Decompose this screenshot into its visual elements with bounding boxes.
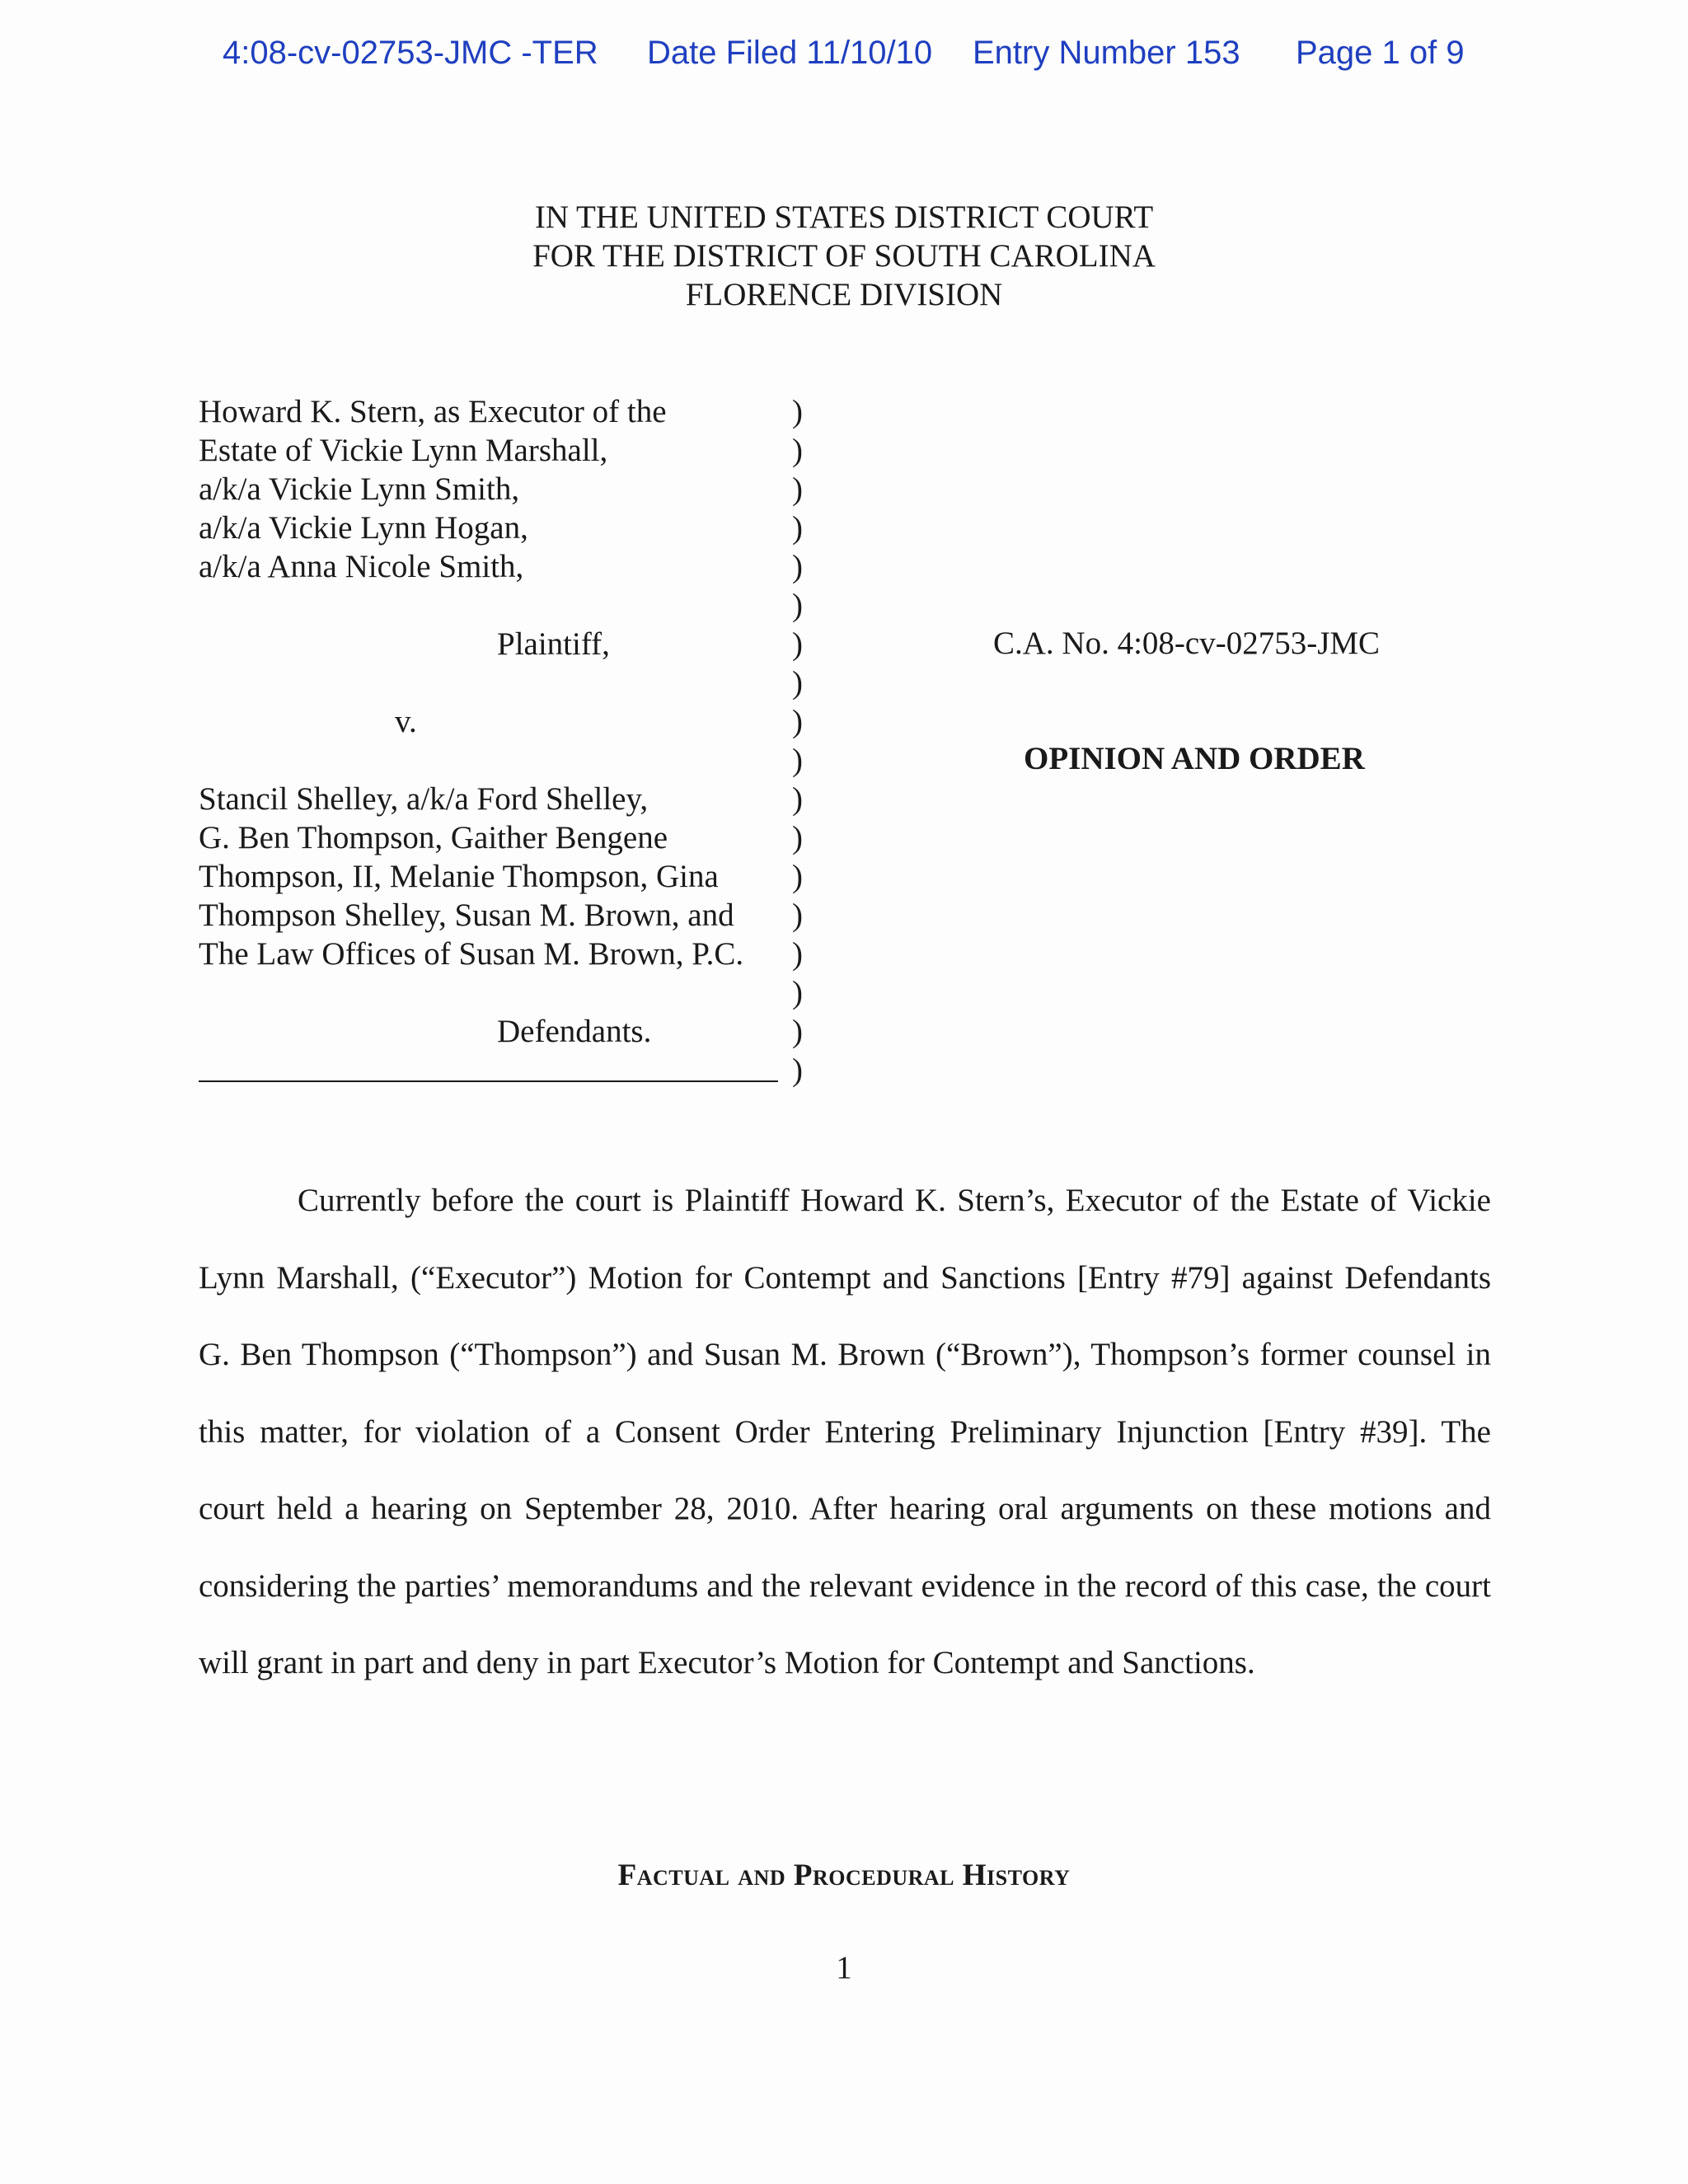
paragraph-line: court held a hearing on September 28, 2010. After hearing oral arguments on these motions and (199, 1491, 1491, 1526)
caption-paren: ) (792, 975, 803, 1010)
caption-paren: ) (792, 626, 803, 662)
caption-paren: ) (792, 588, 803, 623)
defendant-line: Thompson, II, Melanie Thompson, Gina (199, 859, 719, 894)
ecf-date-filed: Date Filed 11/10/10 (647, 35, 933, 71)
paragraph-line: Lynn Marshall, (“Executor”) Motion for Contempt and Sanctions [Entry #79] against Defendants (199, 1259, 1491, 1296)
defendant-line: Thompson Shelley, Susan M. Brown, and (199, 898, 734, 933)
court-caption (0, 198, 1688, 314)
blank-line (199, 741, 809, 780)
document-title: OPINION AND ORDER (1024, 741, 1365, 776)
ecf-page-count: Page 1 of 9 (1296, 35, 1465, 71)
ecf-entry-number: Entry Number 153 (973, 35, 1240, 71)
caption-paren: ) (792, 898, 803, 933)
caption-paren: ) (792, 549, 803, 584)
plaintiff-role: Plaintiff, (497, 626, 610, 662)
defendant-line: G. Ben Thompson, Gaither Bengene (199, 820, 668, 855)
ecf-case-number: 4:08-cv-02753-JMC -TER (223, 35, 598, 71)
paragraph-line: Currently before the court is Plaintiff Howard K. Stern’s, Executor of the Estate of Vickie (298, 1183, 1491, 1218)
caption-paren: ) (792, 471, 803, 507)
ecf-header (0, 35, 1688, 84)
paragraph-line: considering the parties’ memorandums and the relevant evidence in the record of this case, the court (199, 1568, 1491, 1604)
paragraph-line: this matter, for violation of a Consent Order Entering Preliminary Injunction [Entry #39]. The (199, 1413, 1491, 1450)
paragraph-line: will grant in part and deny in part Executor’s Motion for Contempt and Sanctions. (199, 1645, 1255, 1680)
case-number: C.A. No. 4:08-cv-02753-JMC (993, 626, 1381, 661)
blank-line (199, 973, 809, 1012)
paragraph-line: G. Ben Thompson (“Thompson”) and Susan M. Brown (“Brown”), Thompson’s former counsel in (199, 1337, 1491, 1372)
caption-paren: ) (792, 433, 803, 468)
caption-paren: ) (792, 1052, 803, 1088)
section-heading: Factual and Procedural History (617, 1858, 1071, 1892)
caption-paren: ) (792, 510, 803, 546)
plaintiff-line: a/k/a Vickie Lynn Hogan, (199, 510, 528, 546)
defendant-line: The Law Offices of Susan M. Brown, P.C. (199, 936, 744, 972)
versus-label: v. (395, 704, 417, 739)
blank-line (199, 586, 809, 625)
court-name-line: IN THE UNITED STATES DISTRICT COURT (534, 199, 1154, 235)
caption-paren: ) (792, 665, 803, 701)
caption-parentheses-column (792, 392, 803, 1090)
caption-paren: ) (792, 820, 803, 855)
caption-underline (199, 1080, 778, 1082)
caption-paren: ) (792, 936, 803, 972)
blank-line (199, 663, 809, 702)
caption-paren: ) (792, 781, 803, 817)
caption-paren: ) (792, 859, 803, 894)
plaintiff-line: a/k/a Vickie Lynn Smith, (199, 471, 520, 507)
plaintiff-line: Estate of Vickie Lynn Marshall, (199, 433, 608, 468)
caption-paren: ) (792, 1014, 803, 1049)
caption-paren: ) (792, 704, 803, 739)
plaintiff-line: a/k/a Anna Nicole Smith, (199, 549, 524, 584)
page-number: 1 (836, 1950, 852, 1985)
defendant-role: Defendants. (497, 1014, 652, 1049)
defendant-line: Stancil Shelley, a/k/a Ford Shelley, (199, 781, 649, 817)
caption-paren: ) (792, 394, 803, 429)
opening-paragraph (199, 1162, 1491, 1702)
court-division-line: FLORENCE DIVISION (685, 277, 1003, 312)
case-parties (199, 392, 809, 1051)
plaintiff-line: Howard K. Stern, as Executor of the (199, 394, 667, 429)
caption-paren: ) (792, 743, 803, 778)
court-district-line: FOR THE DISTRICT OF SOUTH CAROLINA (532, 238, 1156, 274)
